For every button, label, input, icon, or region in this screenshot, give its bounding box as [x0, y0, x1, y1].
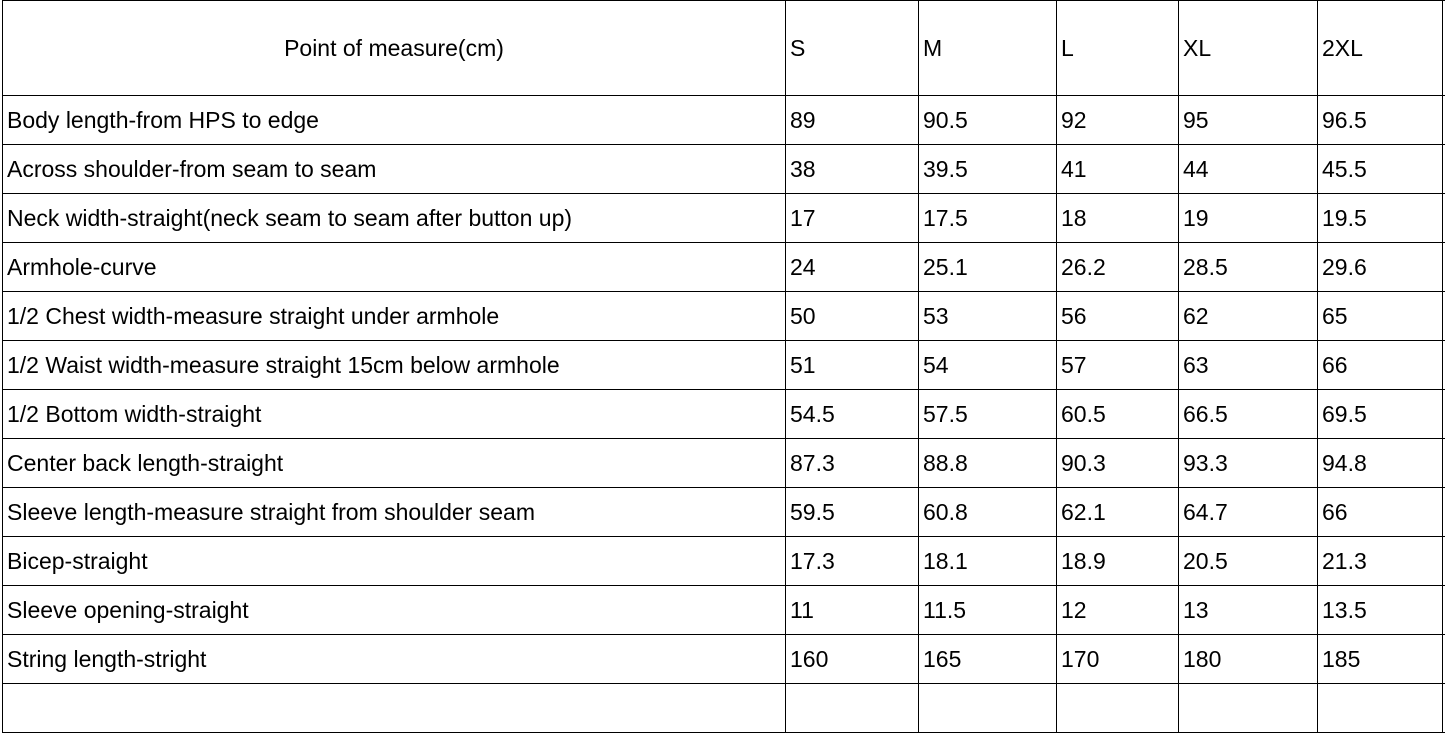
measure-value: 89 [786, 96, 919, 145]
measure-value: 44 [1179, 145, 1318, 194]
measure-value: 29.6 [1318, 243, 1443, 292]
measure-value: 62 [1179, 292, 1318, 341]
measure-value: 59.5 [786, 488, 919, 537]
measure-value: 88.8 [919, 439, 1057, 488]
measure-value: 41 [1057, 145, 1179, 194]
measure-value: 96.5 [1318, 96, 1443, 145]
empty-cell [3, 684, 786, 733]
measure-value: 60.5 [1057, 390, 1179, 439]
measure-value: 90.3 [1057, 439, 1179, 488]
table-row [3, 635, 1445, 684]
column-header-size: M [919, 1, 1057, 96]
table-row [3, 145, 1445, 194]
empty-cell [1057, 684, 1179, 733]
table-row [3, 341, 1445, 390]
measure-value: 64.7 [1179, 488, 1318, 537]
measure-value: 17 [786, 194, 919, 243]
measure-value: 62.1 [1057, 488, 1179, 537]
empty-cell [919, 684, 1057, 733]
table-row [3, 537, 1445, 586]
measure-value: 18.9 [1057, 537, 1179, 586]
measure-value: 66 [1318, 488, 1443, 537]
measure-value: 54.5 [786, 390, 919, 439]
measure-value: 17.5 [919, 194, 1057, 243]
measure-value: 92 [1057, 96, 1179, 145]
table-row [3, 96, 1445, 145]
column-header-size: XL [1179, 1, 1318, 96]
measure-value: 19 [1179, 194, 1318, 243]
header-row [3, 1, 1445, 96]
measure-value: 12 [1057, 586, 1179, 635]
table-row [3, 439, 1445, 488]
table-row [3, 243, 1445, 292]
measure-label: String length-stright [3, 635, 786, 684]
measure-value: 66.5 [1179, 390, 1318, 439]
empty-cell [1179, 684, 1318, 733]
empty-cell [1318, 684, 1443, 733]
measure-value: 20.5 [1179, 537, 1318, 586]
measure-value: 66 [1318, 341, 1443, 390]
measure-value: 95 [1179, 96, 1318, 145]
measure-value: 38 [786, 145, 919, 194]
measure-label: 1/2 Waist width-measure straight 15cm below armhole [3, 341, 786, 390]
measure-value: 57 [1057, 341, 1179, 390]
measure-label: Sleeve opening-straight [3, 586, 786, 635]
measure-value: 45.5 [1318, 145, 1443, 194]
measure-value: 185 [1318, 635, 1443, 684]
table-row-cut-off [3, 684, 1445, 733]
table-row [3, 292, 1445, 341]
measure-value: 28.5 [1179, 243, 1318, 292]
measure-value: 21.3 [1318, 537, 1443, 586]
column-header-point-of-measure: Point of measure(cm) [3, 1, 786, 96]
measure-value: 65 [1318, 292, 1443, 341]
measure-value: 165 [919, 635, 1057, 684]
measure-value: 57.5 [919, 390, 1057, 439]
measure-value: 18 [1057, 194, 1179, 243]
table-row [3, 488, 1445, 537]
measure-value: 160 [786, 635, 919, 684]
table-row [3, 390, 1445, 439]
empty-cell [786, 684, 919, 733]
measure-value: 13 [1179, 586, 1318, 635]
measure-value: 56 [1057, 292, 1179, 341]
column-header-size: L [1057, 1, 1179, 96]
measure-value: 26.2 [1057, 243, 1179, 292]
measure-value: 180 [1179, 635, 1318, 684]
measure-label: 1/2 Bottom width-straight [3, 390, 786, 439]
measure-label: Center back length-straight [3, 439, 786, 488]
measure-value: 90.5 [919, 96, 1057, 145]
measure-label: Sleeve length-measure straight from shoulder seam [3, 488, 786, 537]
measure-value: 39.5 [919, 145, 1057, 194]
measure-label: Armhole-curve [3, 243, 786, 292]
measure-value: 25.1 [919, 243, 1057, 292]
measure-value: 54 [919, 341, 1057, 390]
measure-value: 51 [786, 341, 919, 390]
table-row [3, 194, 1445, 243]
measure-value: 60.8 [919, 488, 1057, 537]
measure-value: 87.3 [786, 439, 919, 488]
measure-value: 11 [786, 586, 919, 635]
measure-value: 94.8 [1318, 439, 1443, 488]
measure-label: Across shoulder-from seam to seam [3, 145, 786, 194]
measure-value: 13.5 [1318, 586, 1443, 635]
measure-value: 17.3 [786, 537, 919, 586]
table-row [3, 586, 1445, 635]
measure-label: Body length-from HPS to edge [3, 96, 786, 145]
measure-value: 18.1 [919, 537, 1057, 586]
column-header-size: S [786, 1, 919, 96]
measure-value: 63 [1179, 341, 1318, 390]
measure-label: Neck width-straight(neck seam to seam after button up) [3, 194, 786, 243]
measure-value: 53 [919, 292, 1057, 341]
measure-label: 1/2 Chest width-measure straight under armhole [3, 292, 786, 341]
measure-value: 19.5 [1318, 194, 1443, 243]
measure-value: 170 [1057, 635, 1179, 684]
measure-value: 50 [786, 292, 919, 341]
measure-value: 93.3 [1179, 439, 1318, 488]
measure-value: 24 [786, 243, 919, 292]
column-header-size: 2XL [1318, 1, 1443, 96]
measure-value: 11.5 [919, 586, 1057, 635]
measure-label: Bicep-straight [3, 537, 786, 586]
measure-value: 69.5 [1318, 390, 1443, 439]
size-chart-table [2, 0, 1445, 733]
